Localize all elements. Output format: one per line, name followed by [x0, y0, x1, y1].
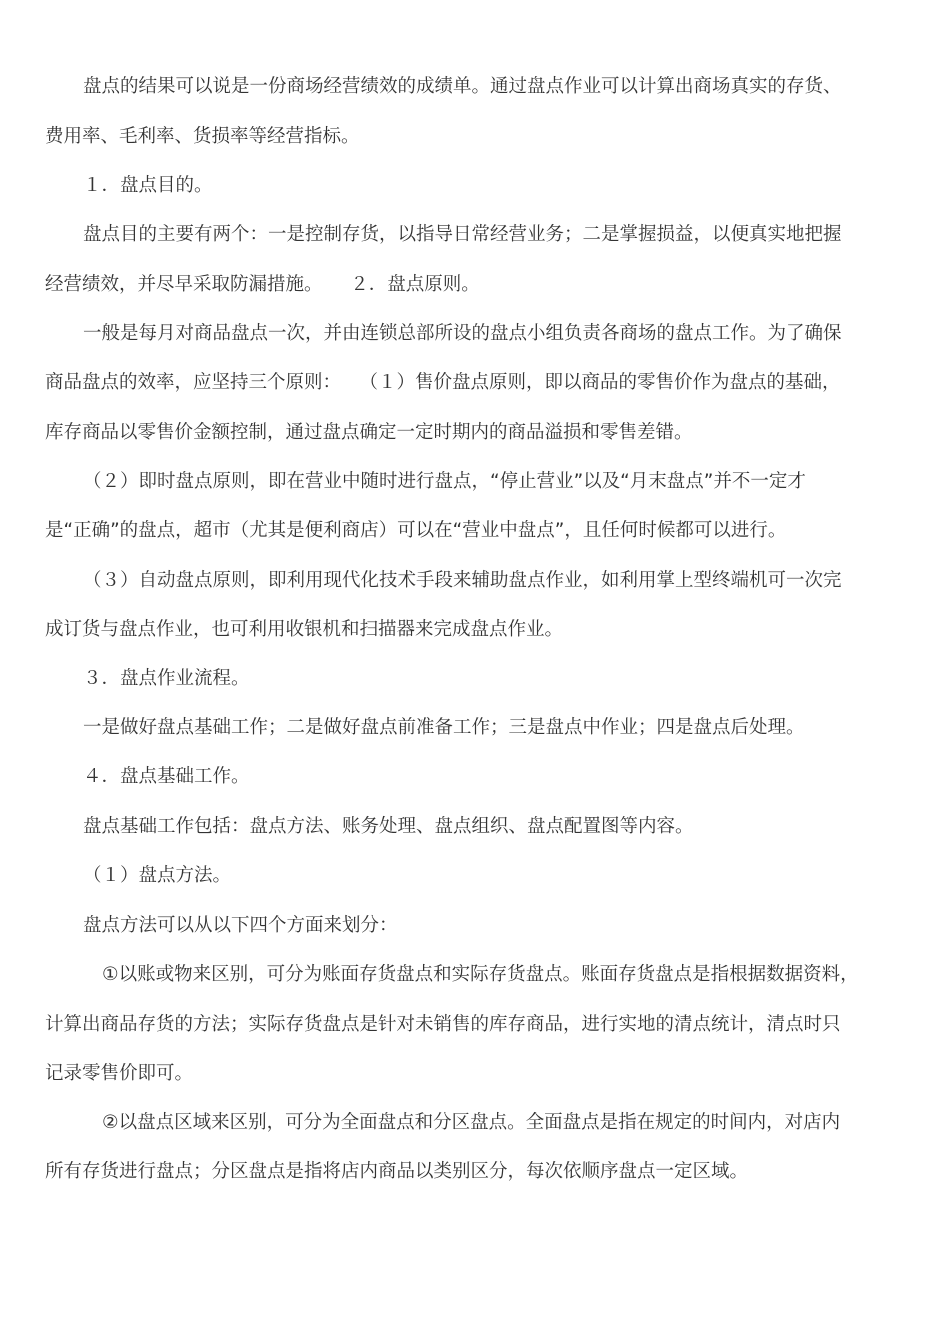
paragraph-line: 商品盘点的效率，应坚持三个原则： （１）售价盘点原则，即以商品的零售价作为盘点的基础， [45, 372, 841, 393]
section-heading: ３．盘点作业流程。 [83, 668, 250, 689]
paragraph-line: 盘点基础工作包括：盘点方法、账务处理、盘点组织、盘点配置图等内容。 [83, 816, 694, 837]
paragraph-line: 盘点的结果可以说是一份商场经营绩效的成绩单。通过盘点作业可以计算出商场真实的存货、 [83, 76, 842, 97]
subsection-heading: （１）盘点方法。 [83, 865, 232, 886]
paragraph-line: 一般是每月对商品盘点一次，并由连锁总部所设的盘点小组负责各商场的盘点工作。为了确保 [83, 323, 842, 344]
paragraph-line: 盘点方法可以从以下四个方面来划分： [83, 915, 398, 936]
paragraph-line: 库存商品以零售价金额控制，通过盘点确定一定时期内的商品溢损和零售差错。 [45, 422, 693, 443]
paragraph-line: 一是做好盘点基础工作；二是做好盘点前准备工作；三是盘点中作业；四是盘点后处理。 [83, 717, 805, 738]
paragraph-line: 计算出商品存货的方法；实际存货盘点是针对未销售的库存商品，进行实地的清点统计，清点时只 [45, 1014, 841, 1035]
paragraph-line: （３）自动盘点原则，即利用现代化技术手段来辅助盘点作业，如利用掌上型终端机可一次完 [83, 570, 842, 591]
paragraph-line: （２）即时盘点原则，即在营业中随时进行盘点，“停止营业”以及“月末盘点”并不一定才 [83, 471, 806, 492]
paragraph-line: 记录零售价即可。 [45, 1063, 194, 1084]
paragraph-line: ①以账或物来区别，可分为账面存货盘点和实际存货盘点。账面存货盘点是指根据数据资料， [102, 964, 859, 985]
paragraph-line: 盘点目的主要有两个：一是控制存货，以指导日常经营业务；二是掌握损益，以便真实地把握 [83, 224, 842, 245]
paragraph-line: 费用率、毛利率、货损率等经营指标。 [45, 126, 360, 147]
paragraph-line: 所有存货进行盘点；分区盘点是指将店内商品以类别区分，每次依顺序盘点一定区域。 [45, 1161, 749, 1182]
section-heading: １．盘点目的。 [83, 175, 213, 196]
paragraph-line: 成订货与盘点作业，也可利用收银机和扫描器来完成盘点作业。 [45, 619, 564, 640]
paragraph-line: 是“正确”的盘点，超市（尤其是便利商店）可以在“营业中盘点”，且任何时候都可以进行。 [45, 520, 787, 541]
paragraph-line: ②以盘点区域来区别，可分为全面盘点和分区盘点。全面盘点是指在规定的时间内，对店内 [102, 1112, 841, 1133]
section-heading: ４．盘点基础工作。 [83, 766, 250, 787]
paragraph-line: 经营绩效，并尽早采取防漏措施。 ２．盘点原则。 [45, 274, 480, 295]
